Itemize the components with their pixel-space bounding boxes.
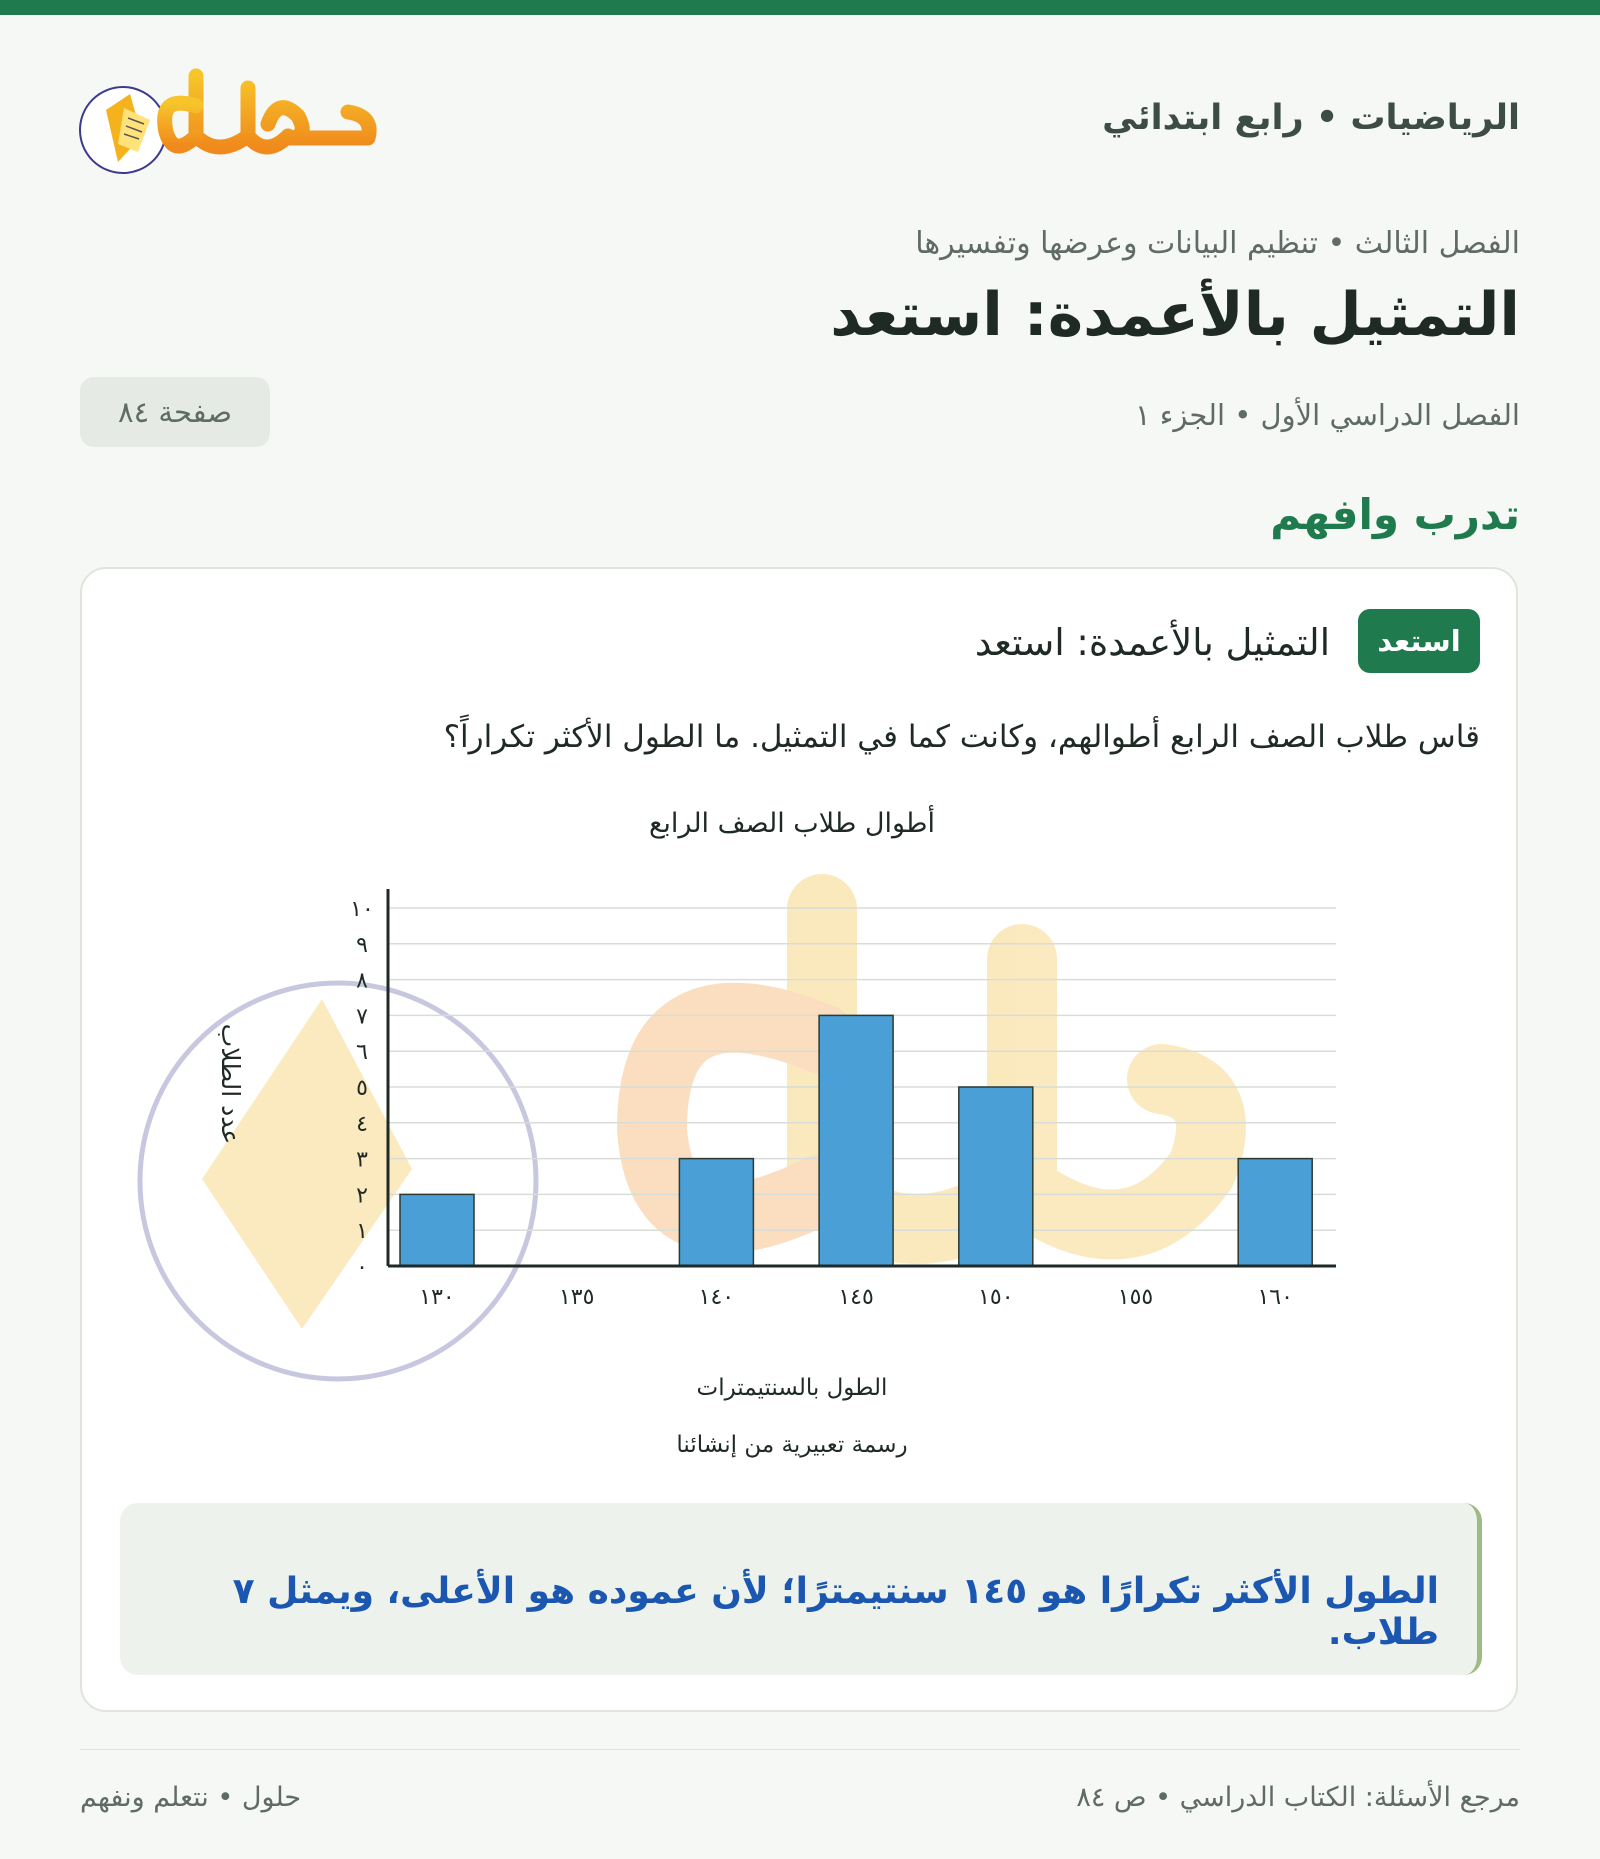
answer-box (120, 1503, 1482, 1675)
x-tick-label: ١٥٥ (1117, 1285, 1154, 1310)
y-tick-label: ١٠ (350, 897, 374, 922)
site-tagline[interactable]: حلول • نتعلم ونفهم (80, 1782, 302, 1813)
bar-0 (400, 1194, 474, 1266)
exercise-title: التمثيل بالأعمدة: استعد (974, 621, 1330, 664)
subject-grade: الرياضيات • رابع ابتدائي (1102, 98, 1520, 138)
y-tick-label: ٦ (356, 1040, 368, 1066)
x-tick-label: ١٦٠ (1257, 1285, 1293, 1310)
exercise-card (80, 567, 1518, 1712)
bar-chart (82, 569, 1520, 1469)
bar-4 (959, 1087, 1033, 1266)
y-tick-label: ٢ (356, 1183, 368, 1209)
y-tick-label: ٣ (356, 1147, 368, 1173)
chapter-title: الفصل الثالث • تنظيم البيانات وعرضها وتفسيرها (915, 226, 1520, 261)
x-tick-label: ١٤٥ (838, 1285, 874, 1310)
questions-reference: مرجع الأسئلة: الكتاب الدراسي • ص ٨٤ (1076, 1782, 1520, 1813)
x-axis-label: الطول بالسنتيمترات (696, 1375, 888, 1401)
hlool-logo[interactable] (78, 66, 378, 178)
y-tick-label: ٥ (356, 1076, 368, 1101)
x-tick-labels (419, 1285, 1293, 1310)
x-tick-label: ١٤٠ (698, 1285, 735, 1310)
y-tick-label: ٤ (356, 1111, 368, 1137)
x-tick-label: ١٣٠ (419, 1285, 455, 1310)
y-tick-label: ٧ (356, 1004, 368, 1030)
bar-2 (679, 1159, 753, 1266)
y-tick-label: ٠ (356, 1255, 368, 1280)
question-text: قاس طلاب الصف الرابع أطوالهم، وكانت كما في التمثيل. ما الطول الأكثر تكراراً؟ (443, 719, 1480, 755)
x-tick-label: ١٥٠ (978, 1285, 1014, 1310)
top-accent-bar (0, 0, 1600, 15)
bar-6 (1238, 1159, 1312, 1266)
footer-divider (80, 1749, 1520, 1750)
semester-info: الفصل الدراسي الأول • الجزء ١ (1134, 398, 1520, 432)
answer-text: الطول الأكثر تكرارًا هو ١٤٥ سنتيمترًا؛ لأن عموده هو الأعلى، ويمثل ٧ طلاب. (232, 1571, 1439, 1653)
y-axis-label: عدد الطلاب (216, 1023, 245, 1145)
exercise-tag: استعد (1358, 609, 1480, 673)
lesson-title: التمثيل بالأعمدة: استعد (830, 280, 1520, 350)
bar-3 (819, 1015, 893, 1266)
section-heading: تدرب وافهم (1270, 490, 1520, 539)
x-tick-label: ١٣٥ (558, 1285, 595, 1310)
chart-title: أطوال طلاب الصف الرابع (649, 808, 935, 839)
chart-caption: رسمة تعبيرية من إنشائنا (676, 1432, 908, 1458)
y-tick-label: ٩ (356, 932, 368, 958)
y-tick-label: ١ (356, 1219, 368, 1245)
y-tick-label: ٨ (356, 968, 368, 994)
page-number-badge: صفحة ٨٤ (80, 377, 270, 447)
